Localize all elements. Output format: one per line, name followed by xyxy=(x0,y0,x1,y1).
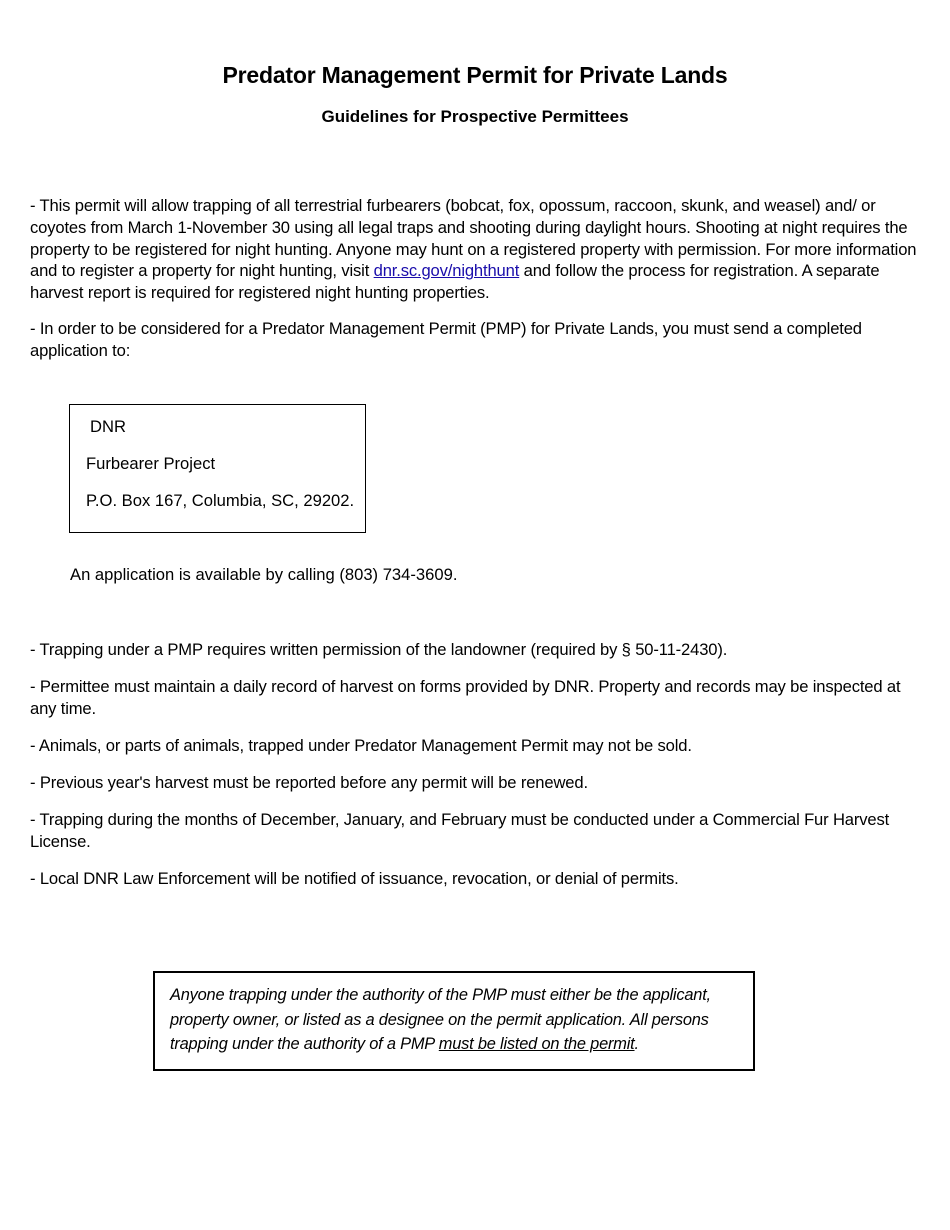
rule-landowner-permission: - Trapping under a PMP requires written permission of the landowner (required by § 50-11-2430). xyxy=(30,640,728,659)
rule-no-sale: - Animals, or parts of animals, trapped under Predator Management Permit may not be sold. xyxy=(30,736,692,755)
intro-text-after-link: and follow the process for registration. A separate harvest report is required for registered night hunting properties. xyxy=(30,261,880,303)
intro-paragraph-permit-scope xyxy=(30,195,925,304)
rule-daily-record: - Permittee must maintain a daily record of harvest on forms provided by DNR. Property and records may be inspected at any time. xyxy=(30,677,901,718)
notice-text-underlined: must be listed on the permit xyxy=(438,1035,635,1053)
nighthunt-link[interactable]: dnr.sc.gov/nighthunt xyxy=(373,261,520,281)
page-subtitle: Guidelines for Prospective Permittees xyxy=(321,107,629,126)
rule-harvest-report: - Previous year's harvest must be reported before any permit will be renewed. xyxy=(30,773,588,792)
designee-notice-text xyxy=(170,983,741,1057)
mailing-address-box xyxy=(69,404,366,533)
rule-winter-license: - Trapping during the months of December, January, and February must be conducted under a Commercial Fur Harvest License. xyxy=(30,810,890,851)
notice-text-main: Anyone trapping under the authority of the PMP must either be the applicant, property owner, or listed as a designee on the permit application. All persons trapping under the authority of a PMP xyxy=(170,986,711,1053)
page-title: Predator Management Permit for Private Lands xyxy=(222,62,728,88)
address-line-po-box: P.O. Box 167, Columbia, SC, 29202. xyxy=(86,491,355,510)
intro-paragraph-application: - In order to be considered for a Predator Management Permit (PMP) for Private Lands, you must send a completed application to: xyxy=(30,319,862,360)
address-line-agency: DNR xyxy=(90,417,126,436)
designee-notice-box xyxy=(153,971,755,1071)
application-availability-text: An application is available by calling (803) 734-3609. xyxy=(70,565,458,584)
notice-text-end: . xyxy=(634,1035,639,1053)
rule-law-enforcement: - Local DNR Law Enforcement will be notified of issuance, revocation, or denial of permits. xyxy=(30,869,679,888)
address-line-project: Furbearer Project xyxy=(86,454,216,473)
intro-text-before-link: - This permit will allow trapping of all terrestrial furbearers (bobcat, fox, opossum, raccoon, skunk, and weasel) and/ or coyotes from March 1-November 30 using all legal traps and shooting during daylight hours. Shooting at night requires the property to be registered for night hunting. Anyone may hunt on a registered property with permission. For more information and to register a property for night hunting, visit xyxy=(30,196,917,281)
